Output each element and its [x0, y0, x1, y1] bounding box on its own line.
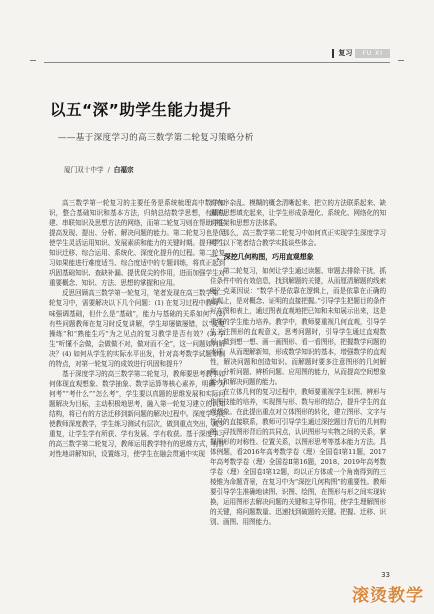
left-column [49, 198, 225, 459]
right-column [210, 198, 386, 528]
body-paragraph: 反思回顾高三数学第一轮复习，笔者发现在高三数学第二轮复习中，需要解决以下几个问题：(1) 在复习过程中教师一味强调基础，但什么是“基础”，能力与基础的关系如何？(2) 有些问题教师在复习时反复讲解，学生却屡做屡错，以“反复操练”和“熟能生巧”为之见点的复习教学是否有效？(3) 学生“听懂不会做，会做做不对，做对而不全”，这一问题如何解决？(4) 如何从学生的实际水平出发，针对高考数学试题命制的特点，对第一轮复习的成效进行巩固和提升？ [49, 289, 225, 368]
corner-crop-mark [30, 60, 36, 67]
section-box-label: FU XI [355, 49, 390, 58]
header-rule [44, 62, 390, 63]
section-label: 复习 [338, 49, 353, 57]
section-header [332, 48, 390, 58]
watermark-text: 滚烫教学 [352, 585, 424, 606]
author-school: 厦门双十中学 [64, 166, 104, 174]
watermark-logo [352, 580, 424, 606]
page-number: 33 [381, 571, 390, 579]
body-paragraph: 在立体几何的复习过程中，教师要重视学生识图、辨形与作图技能的培养，实现图与形、数与形的结合，提升学生的直观想象。在此提出重点对立体图形的转化，建立图形、文字与符号的直接联系，教师可引导学生通过深挖题目背后的几何构图，寻找图形背后的共同点，认识图形与实物之间的关系，掌握图形的对称性、位置关系，以图形思考等基本能力方法。具体例题，看2016年高考数学卷（理）全国卷Ⅰ第11题，2017年高考数学卷（理）全国卷Ⅱ第16题，2018、2019年高考数学卷（理）全国卷Ⅰ第12题，均以正方体或一个角南得到的三棱锥为命题背景，在复习中为“深挖几何构图”的重要性。教师要引导学生准确地读图、识图、绘图，在图形与形之间实现转换，运用图形去解决问题的关键和主导作用，使学生理解图形的关键，将问题数量、迅速找到破题的关键。把握、迁移、识别、画图、用图能力。 [210, 387, 386, 527]
corner-crop-mark [398, 60, 404, 67]
author-line [64, 164, 134, 174]
article-title: 以五“深”助学生能力提升 [50, 101, 232, 119]
section-bar-icon [332, 49, 334, 58]
body-paragraph: 识有序杂乱、模糊的概念清晰起来、把立的方法联系起来、缺漏的思想填充起来，让学生形成条理化、系统化、网络化的知识框架和思想方法体系。 [210, 199, 386, 228]
body-paragraph: 高三数学第一轮复习的主要任务是系统梳理高中数学知识，整合基础知识和基本方法，归纳总结数学思想，有机构建、串联知识及思想方法的网络，而第二轮复习则在帮助学生提高发现、提出、分析、解决问题的能力。第二轮复习也是促使学生灵活运用知识、发展素质和能力的关键时期。提升学生知识迁移、综合运用、系统化、深度化提升的过程。第二轮复习如果能进行难度适当、综合度适中的专题训练，将真正起到巩固基础知识、查缺补漏、提优促尖的作用，进而加强学生对重要概念、知识、方法、思想的掌握和应用。 [49, 199, 225, 288]
body-paragraph: 第二轮复习，如何让学生通过读题、审题去排除干扰，抓住条件中的有效信息，找到解题的关键，从而厘清解题的线索呢？克莱因说：“数学不是依靠在逻辑上，而是依靠在正确的直观上，是对概念、证明的直接把握。”引导学生把题目的条件写在图和表上，通过图表直观地把已知和未知展示出来，这是重要的学生能力培养。教学中，教师要重视几何直观，引导学生关注图形的直观意义，思考问题时，引导学生通过直观数形，做到想一想、画一画图形、看一看图形，把握数学问题的本质，从而理解新知，形成数学知识的基本，增强数学的直观性，解决问题和创造知识。而解题时要多注意图形的几何解释，分析问题、辨析问题、应用图的能力，从而提高空间想象能力和解决问题的能力。 [210, 267, 386, 386]
article-subtitle: ——基于深度学习的高三数学第二轮复习策略分析 [58, 133, 254, 143]
body-paragraph: 那么，高三数学第二轮复习中如何真正实现学生深度学习呢？以下笔者结合教学实践谈些体会。 [210, 229, 386, 248]
author-name: 白福宗 [113, 166, 134, 174]
author-separator: / [107, 166, 110, 174]
body-paragraph: 基于深度学习的高三数学第二轮复习，教师要思考教学如何体现直观想象、数学抽象、数学运算等核心素养，明确“为何考”“考什么”“怎么考”，学生要以真题的思维发展和实际问题解决为目标，主动积极地思考，融入第一轮复习建立的认知结构，将已有的方法迁移到新问题的解决过程中。深度学习促使教师深度教学，学生练习测试有层次，做到重点突出，减少重复，让学生学有所获、学有发展、学有收获。基于深度学习的高三数学第二轮复习，教师运用教学特有的思维方式，有针对性地讲解知识，设置练习，使学生在融会贯通中实现 [49, 369, 225, 459]
section-heading: 一、深挖几何构图，巧用直观想象 [210, 253, 314, 262]
